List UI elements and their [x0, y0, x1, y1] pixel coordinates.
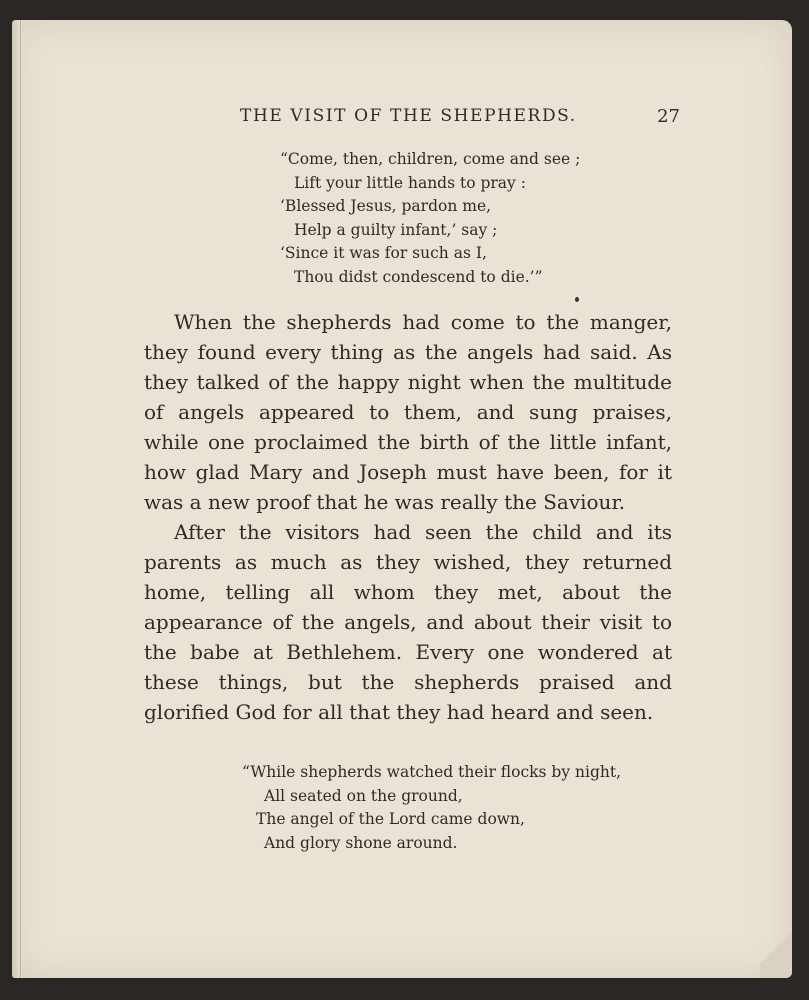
- paper-page: [12, 20, 792, 978]
- running-header: [240, 106, 680, 127]
- verse-line: And glory shone around.: [264, 833, 458, 852]
- verse-line: ‘Blessed Jesus, pardon me,: [280, 197, 492, 215]
- paragraph: When the shepherds had come to the manger, they found every thing as the angels had said. As they talked of the happy night when the multitude of angels appeared to them, and sung praises, while one proclaimed the birth of the little infant, how glad Mary and Joseph must have been, for it was a new proof that he was really the Saviour.: [144, 310, 672, 514]
- verse-line: ‘Since it was for such as I,: [280, 244, 487, 262]
- page-corner-curl: [760, 918, 792, 978]
- page-number: 27: [657, 106, 680, 127]
- paragraph: After the visitors had seen the child and its parents as much as they wished, they returned home, telling all whom they met, about the appearance of the angels, and about their visit to the babe at Bethlehem. Every one wondered at these things, but the shepherds praised and glorified God for all that they had heard and seen.: [144, 520, 672, 724]
- verse-line: “While shepherds watched their flocks by night,: [242, 763, 622, 781]
- body-text: [144, 307, 672, 727]
- verse-bottom: [242, 761, 621, 855]
- binding-fold: [20, 20, 21, 978]
- verse-top: [280, 148, 580, 289]
- verse-line: Lift your little hands to pray :: [294, 173, 526, 192]
- verse-line: “Come, then, children, come and see ;: [280, 150, 581, 168]
- verse-line: Help a guilty infant,’ say ;: [294, 220, 498, 239]
- ink-speck: [575, 297, 579, 302]
- verse-line: Thou didst condescend to die.’”: [294, 267, 543, 286]
- running-title: THE VISIT OF THE SHEPHERDS.: [240, 106, 577, 126]
- verse-line: The angel of the Lord came down,: [256, 810, 525, 828]
- verse-line: All seated on the ground,: [264, 786, 463, 805]
